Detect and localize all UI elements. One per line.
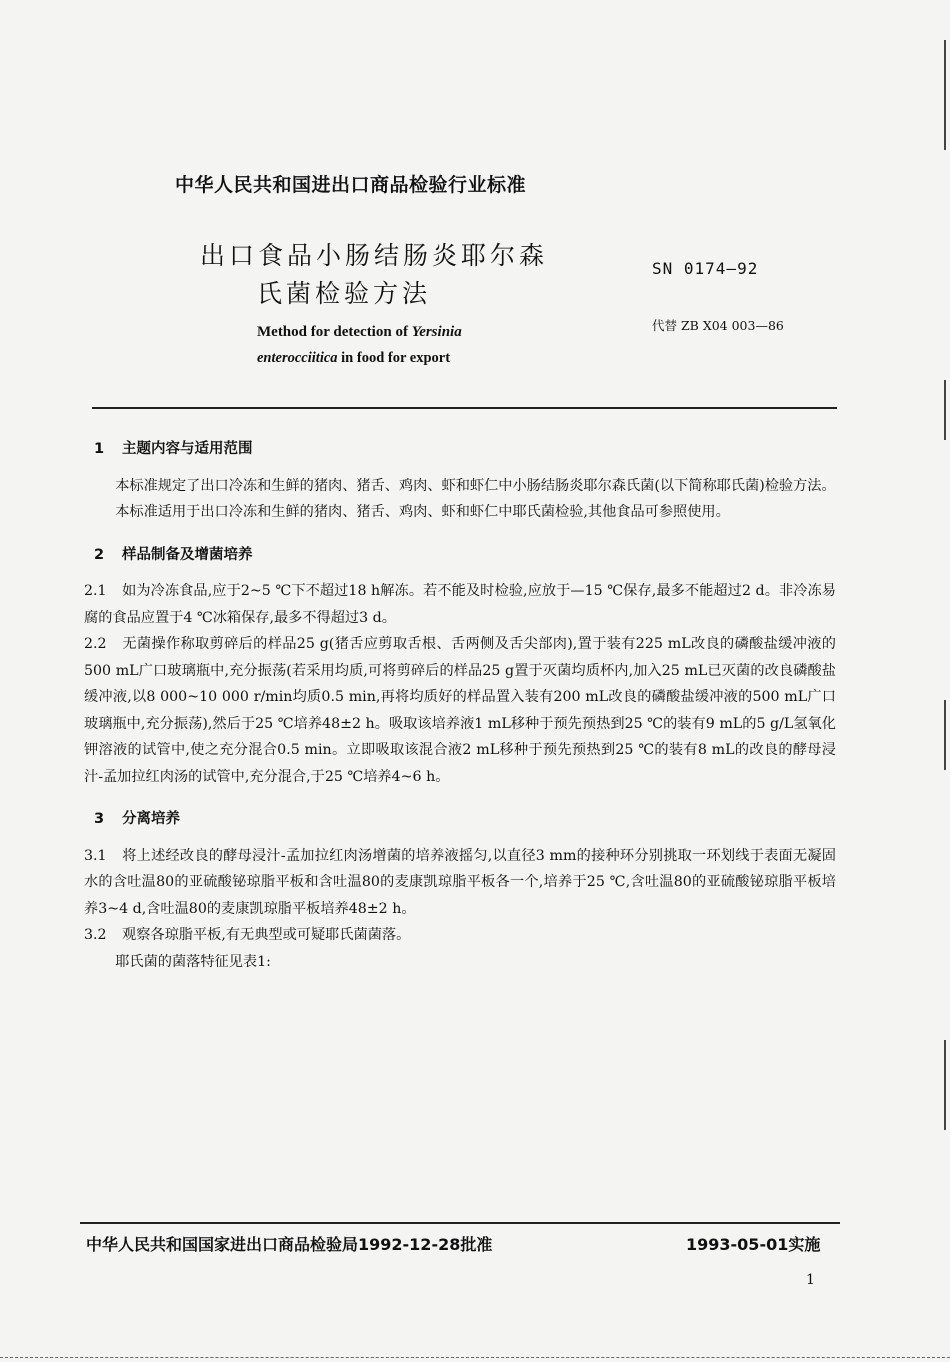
scan-edge-mark — [944, 40, 946, 150]
standard-code: SN 0174—92 — [652, 259, 759, 278]
section-title: 样品制备及增菌培养 — [122, 546, 253, 563]
document-body — [84, 432, 836, 975]
section-heading-2 — [84, 542, 836, 569]
clause-3-1 — [84, 843, 836, 923]
clause-text: 无菌操作称取剪碎后的样品25 g(猪舌应剪取舌根、舌两侧及舌尖部肉),置于装有225 mL改良的磷酸盐缓冲液的500 mL广口玻璃瓶中,充分振荡(若采用均质,可将剪碎后的样品25 g置于灭菌均质杯内,加入25 mL已灭菌的改良磷酸盐缓冲液,以8 000~10 000 r/min均质0.5 min,再将均质好的样品置入装有200 mL改良的磷酸盐缓冲液的500 mL广口玻璃瓶中,充分振荡),然后于25 ℃培养48±2 h。吸取该培养液1 mL移种于预先预热到25 ℃的装有9 mL的5 g/L氢氧化钾溶液的试管中,使之充分混合0.5 min。立即吸取该混合液2 mL移种于预先预热到25 ℃的装有8 mL的改良的酵母浸汁-孟加拉红肉汤的试管中,充分混合,于25 ℃培养4~6 h。 — [84, 636, 836, 785]
title-en-line1 — [257, 324, 462, 341]
clause-number: 2.2 — [84, 636, 107, 652]
scan-bottom-edge — [0, 1357, 950, 1358]
issuing-body: 中华人民共和国进出口商品检验行业标准 — [175, 174, 527, 196]
clause-number: 2.1 — [84, 583, 107, 599]
clause-2-1 — [84, 578, 836, 631]
clause-text: 如为冷冻食品,应于2~5 ℃下不超过18 h解冻。若不能及时检验,应放于—15 ℃保存,最多不能超过2 d。非冷冻易腐的食品应置于4 ℃冰箱保存,最多不得超过3 d。 — [84, 583, 836, 626]
title-cn-line2: 氏菌检验方法 — [257, 279, 432, 308]
section-number: 3 — [94, 811, 105, 827]
title-en-line2 — [257, 350, 450, 367]
title-cn-line1: 出口食品小肠结肠炎耶尔森 — [200, 241, 549, 270]
footer-rule — [80, 1222, 840, 1224]
page-number: 1 — [806, 1272, 815, 1288]
replaces-standard: 代替 ZB X04 003—86 — [652, 318, 784, 333]
paragraph: 本标准规定了出口冷冻和生鲜的猪肉、猪舌、鸡肉、虾和虾仁中小肠结肠炎耶尔森氏菌(以下简称耶氏菌)检验方法。 — [115, 477, 836, 494]
table-reference: 耶氏菌的菌落特征见表1: — [115, 953, 271, 970]
clause-text: 观察各琼脂平板,有无典型或可疑耶氏菌菌落。 — [122, 927, 411, 943]
title-en-line2-suffix: in food for export — [337, 350, 451, 366]
clause-number: 3.1 — [84, 847, 107, 864]
scan-edge-mark — [944, 1040, 946, 1130]
clause-number: 3.2 — [84, 927, 107, 943]
approval-line: 中华人民共和国国家进出口商品检验局1992-12-28批准 — [86, 1235, 493, 1254]
clause-text: 将上述经改良的酵母浸汁-孟加拉红肉汤增菌的培养液摇匀,以直径3 mm的接种环分别挑取一环划线于表面无凝固水的含吐温80的亚硫酸铋琼脂平板和含吐温80的麦康凯琼脂平板各一个,培养于25 ℃,含吐温80的亚硫酸铋琼脂平板培养3~4 d,含吐温80的麦康凯琼脂平板培养48±2 h。 — [84, 847, 836, 917]
section-number: 1 — [94, 441, 105, 457]
section-number: 2 — [94, 546, 105, 563]
section-title: 主题内容与适用范围 — [122, 441, 253, 457]
section-heading-3 — [84, 806, 836, 833]
clause-2-2 — [84, 631, 836, 790]
section-title: 分离培养 — [122, 811, 180, 827]
title-en-line2-italic: enterocciitica — [257, 350, 338, 366]
header-rule — [92, 407, 837, 409]
title-en-line1-italic: Yersinia — [411, 324, 462, 340]
clause-3-2 — [84, 922, 836, 949]
title-en-line1-prefix: Method for detection of — [257, 324, 412, 340]
scan-edge-mark — [944, 380, 946, 440]
scan-edge-mark — [944, 700, 946, 770]
section-heading-1 — [84, 436, 836, 463]
paragraph: 本标准适用于出口冷冻和生鲜的猪肉、猪舌、鸡肉、虾和虾仁中耶氏菌检验,其他食品可参照使用。 — [115, 504, 730, 520]
effective-date: 1993-05-01实施 — [686, 1235, 821, 1254]
